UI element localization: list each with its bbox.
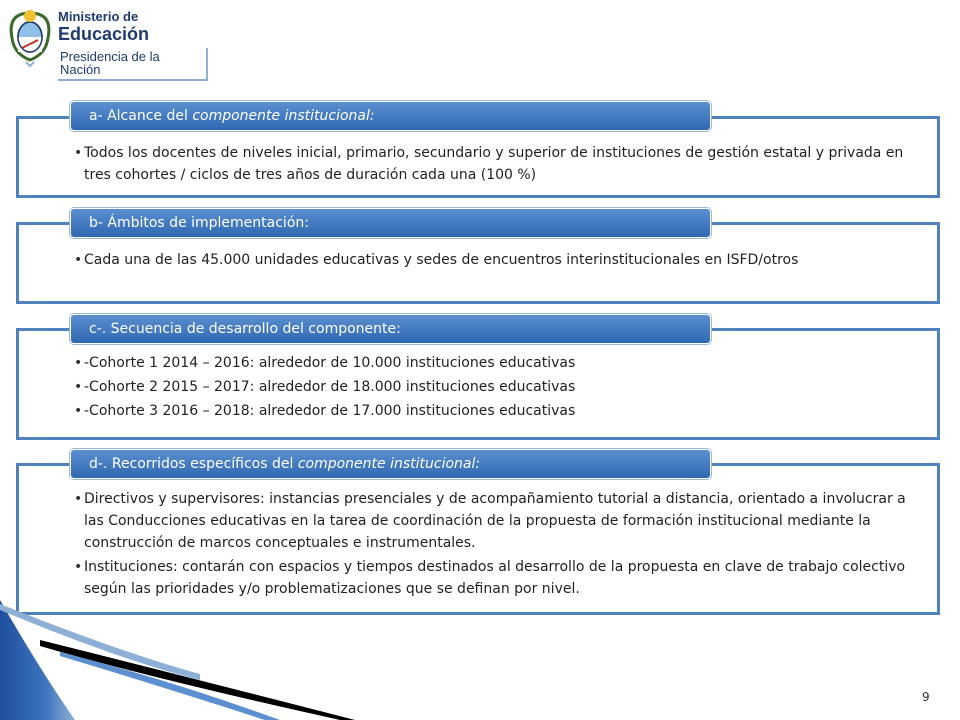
ministry-label: Ministerio de bbox=[58, 9, 139, 24]
section-sequence-header bbox=[70, 314, 711, 344]
section-scope-title: a- Alcance del bbox=[89, 108, 193, 124]
presidency-label: Presidencia de la Nación bbox=[58, 48, 208, 81]
list-item: • Directivos y supervisores: instancias presenciales y de acompañamiento tutorial a distancia, orientado a involucrar a las Conducciones educativas en la tarea de coordinación de la propuesta de formación institucional mediante la construcción de marcos conceptuales e instrumentales. bbox=[74, 488, 920, 554]
list-item: • -Cohorte 3 2016 – 2018: alrededor de 17.000 instituciones educativas bbox=[74, 400, 920, 422]
decorative-swoosh bbox=[0, 600, 360, 720]
section-scope-list bbox=[74, 142, 920, 188]
section-paths-header bbox=[70, 449, 711, 479]
section-paths-title-italic: componente institucional: bbox=[297, 456, 481, 472]
section-paths-list bbox=[74, 488, 920, 602]
section-scope-header bbox=[70, 101, 711, 131]
section-paths-title: d-. Recorridos específicos del bbox=[89, 456, 298, 472]
section-areas-header bbox=[70, 208, 711, 238]
section-scope-title-italic: componente institucional: bbox=[192, 108, 375, 124]
section-areas-title: b- Ámbitos de implementación: bbox=[89, 215, 309, 231]
list-item: • Instituciones: contarán con espacios y tiempos destinados al desarrollo de la propuesta en clave de trabajo colectivo según las prioridades y/o problematizaciones que se definan por nivel. bbox=[74, 556, 920, 600]
page-number: 9 bbox=[922, 690, 930, 704]
list-item: • -Cohorte 1 2014 – 2016: alrededor de 10.000 instituciones educativas bbox=[74, 352, 920, 374]
ministry-logo bbox=[8, 4, 208, 77]
coat-of-arms-icon bbox=[8, 4, 52, 68]
section-areas-list bbox=[74, 249, 920, 273]
section-sequence-title: c-. Secuencia de desarrollo del componente: bbox=[89, 321, 401, 337]
list-item: • -Cohorte 2 2015 – 2017: alrededor de 18.000 instituciones educativas bbox=[74, 376, 920, 398]
ministry-name: Educación bbox=[58, 24, 150, 44]
list-item: • Cada una de las 45.000 unidades educativas y sedes de encuentros interinstitucionales en ISFD/otros bbox=[74, 249, 920, 271]
section-sequence-list bbox=[74, 352, 920, 424]
list-item: • Todos los docentes de niveles inicial, primario, secundario y superior de instituciones de gestión estatal y privada en tres cohortes / ciclos de tres años de duración cada una (100 %) bbox=[74, 142, 920, 186]
